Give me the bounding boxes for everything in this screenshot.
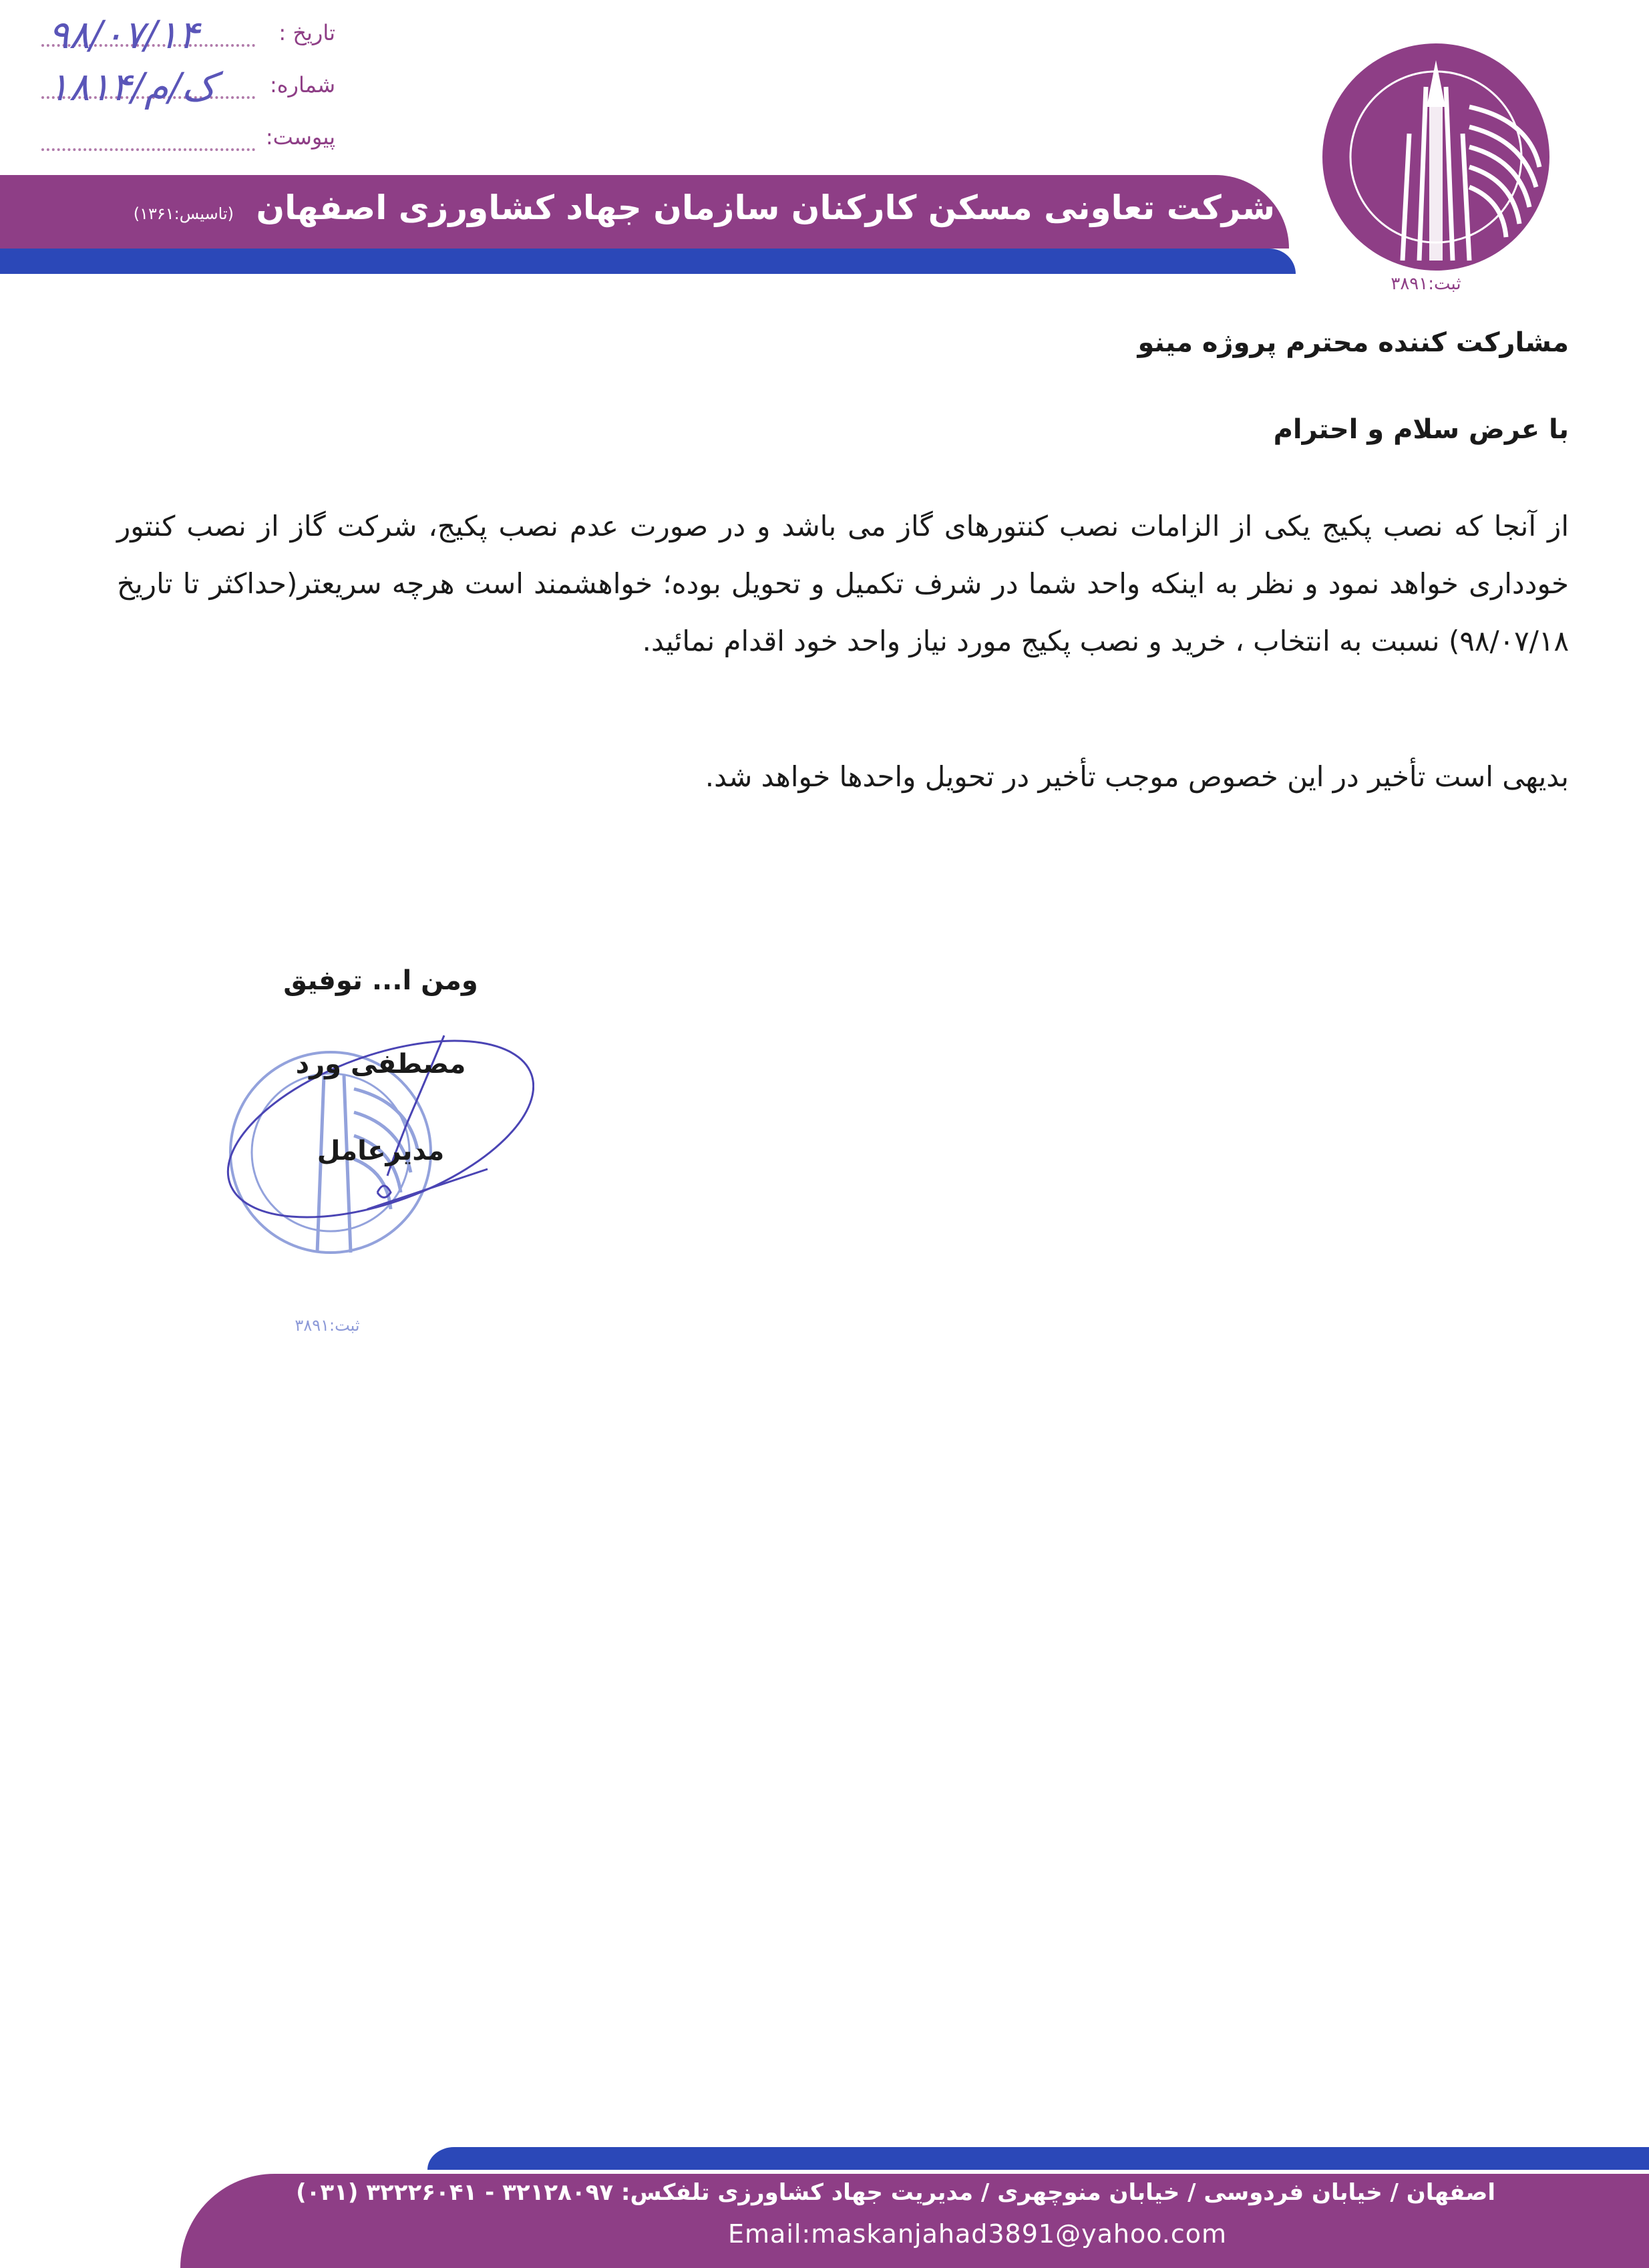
footer-email: Email:maskanjahad3891@yahoo.com [728,2219,1228,2249]
date-label: تاریخ : [279,20,335,45]
number-row [41,64,335,119]
company-name [134,188,1275,227]
signer-title: مدیرعامل [317,1136,445,1166]
closing-phrase: ومن ا... توفیق [283,965,478,996]
company-name-text: شرکت تعاونی مسکن کارکنان سازمان جهاد کشاورزی اصفهان [256,188,1275,227]
logo-registration: ثبت:۳۸۹۱ [1391,274,1461,294]
footer-stripe [427,2147,1649,2170]
date-value: ۹۸/۰۷/۱۴ [48,12,199,57]
company-logo-icon [1309,33,1563,314]
header-stripe [0,249,1296,274]
salutation: مشارکت کننده محترم پروژه مینو [1137,327,1569,358]
attachment-label: پیوست: [265,124,335,150]
paragraph-1: از آنجا که نصب پکیج یکی از الزامات نصب کنتورهای گاز می باشد و در صورت عدم نصب پکیج، شرکت گاز از نصب کنتور خودداری خواهد نمود و نظر به اینکه واحد شما در شرف تکمیل و تحویل بوده؛ خواهشمند است هرچه سریعتر(حداکثر تا تاریخ ۹۸/۰۷/۱۸) نسبت به انتخاب ، خرید و نصب پکیج مورد نیاز واحد خود اقدام نمائید. [117,510,1569,657]
number-value: ۱۸۱۴/ک/م [48,64,216,110]
founded-text: (تاسیس:۱۳۶۱) [133,204,234,223]
number-label: شماره: [269,72,335,98]
paragraph-2: بدیهی است تأخیر در این خصوص موجب تأخیر در تحویل واحدها خواهد شد. [705,760,1569,793]
letter-meta [41,12,335,171]
greeting: با عرض سلام و احترام [1273,414,1569,445]
signer-name: مصطفی ورد [295,1049,466,1080]
date-row [41,12,335,67]
attachment-row [41,119,335,171]
footer-address: اصفهان / خیابان فردوسی / خیابان منوچهری / مدیریت جهاد کشاورزی تلفکس: ۳۲۱۲۸۰۹۷ - ۳۲۲۲۶۰۴۱ (۰۳۱) [296,2179,1495,2206]
stamp-registration: ثبت:۳۸۹۱ [295,1316,360,1335]
